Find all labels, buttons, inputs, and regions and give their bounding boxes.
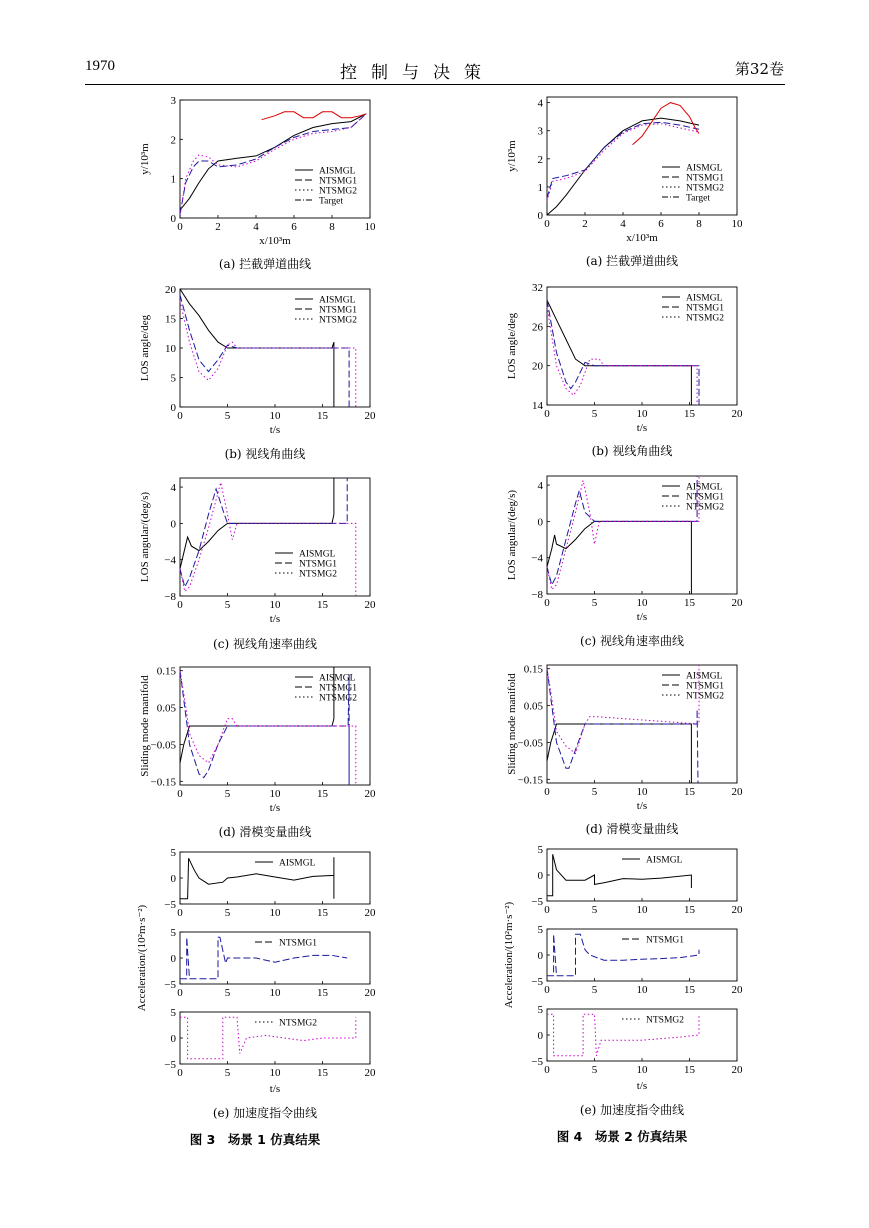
y-tick-label: 0 xyxy=(170,953,176,965)
y-tick-label: 0 xyxy=(170,1033,176,1045)
y-tick-label: −5 xyxy=(531,1056,543,1068)
y-tick-label: 0 xyxy=(537,210,543,222)
legend-entry-ntsmg2: NTSMG2 xyxy=(646,1015,685,1026)
x-tick-label: 20 xyxy=(731,984,743,996)
y-tick-label: −0.05 xyxy=(150,739,176,752)
x-axis-label: x/10³m xyxy=(626,232,658,244)
legend-entry-aismgl: AISMGL xyxy=(686,163,723,174)
x-tick-label: 15 xyxy=(684,597,695,609)
x-tick-label: 0 xyxy=(544,218,550,230)
x-tick-label: 15 xyxy=(317,907,328,919)
legend-entry-ntsmg2: NTSMG2 xyxy=(686,502,725,513)
x-tick-label: 20 xyxy=(731,904,743,916)
legend-entry-aismgl: AISMGL xyxy=(319,673,356,684)
legend-entry-target: Target xyxy=(686,193,710,204)
series-aismgl-line xyxy=(547,300,691,405)
series-ntsmg1-line xyxy=(547,300,699,405)
legend-entry-ntsmg1: NTSMG1 xyxy=(686,303,725,314)
y-tick-label: 14 xyxy=(532,400,543,412)
y-tick-label: 5 xyxy=(537,1004,543,1016)
y-tick-label: 0 xyxy=(537,950,543,962)
x-tick-label: 10 xyxy=(269,599,281,611)
y-tick-label: 0 xyxy=(170,213,176,225)
x-tick-label: 4 xyxy=(253,221,259,233)
y-tick-label: 2 xyxy=(170,134,176,147)
figure-caption: 图 3 场景 1 仿真结果 xyxy=(189,1132,321,1147)
legend-entry-ntsmg1: NTSMG1 xyxy=(686,681,725,692)
x-axis-label: t/s xyxy=(636,1080,648,1092)
x-tick-label: 0 xyxy=(177,221,183,233)
x-tick-label: 0 xyxy=(544,1064,550,1076)
y-axis-label: y/10³m xyxy=(139,143,151,175)
x-tick-label: 15 xyxy=(684,408,695,420)
y-tick-label: 20 xyxy=(165,284,176,296)
series-ntsmg2-line xyxy=(180,1017,356,1059)
legend-entry-aismgl: AISMGL xyxy=(279,858,316,869)
y-tick-label: 0.05 xyxy=(523,700,543,713)
y-tick-label: 10 xyxy=(165,343,176,355)
x-axis-label: t/s xyxy=(636,422,648,434)
x-tick-label: 15 xyxy=(684,786,695,798)
y-tick-label: 5 xyxy=(170,1007,176,1019)
x-tick-label: 20 xyxy=(364,599,376,611)
legend-entry-ntsmg2: NTSMG2 xyxy=(319,186,358,197)
series-target-line xyxy=(633,103,700,145)
legend-entry-aismgl: AISMGL xyxy=(319,166,356,177)
x-axis-label: t/s xyxy=(269,424,281,436)
y-tick-label: 15 xyxy=(165,313,176,326)
x-tick-label: 0 xyxy=(177,788,183,800)
x-tick-label: 0 xyxy=(177,599,183,611)
x-tick-label: 10 xyxy=(269,410,281,422)
y-axis-label: Sliding mode manifold xyxy=(139,675,151,777)
y-tick-label: 5 xyxy=(537,924,543,936)
series-aismgl-line xyxy=(180,667,334,763)
y-tick-label: 5 xyxy=(170,847,176,859)
x-tick-label: 20 xyxy=(364,987,376,999)
y-tick-label: 26 xyxy=(532,321,543,334)
legend-entry-ntsmg2: NTSMG2 xyxy=(686,313,725,324)
legend-entry-aismgl: AISMGL xyxy=(319,295,356,306)
x-tick-label: 4 xyxy=(620,218,626,230)
x-tick-label: 20 xyxy=(731,597,743,609)
legend-entry-ntsmg2: NTSMG2 xyxy=(319,693,358,704)
legend-entry-ntsmg2: NTSMG2 xyxy=(279,1018,318,1029)
x-tick-label: 10 xyxy=(364,221,376,233)
y-tick-label: −0.15 xyxy=(150,776,176,789)
legend-entry-ntsmg1: NTSMG1 xyxy=(319,683,358,694)
x-tick-label: 15 xyxy=(684,984,695,996)
legend-entry-ntsmg2: NTSMG2 xyxy=(686,183,725,194)
subfigure-label: (c) 视线角速率曲线 xyxy=(213,637,317,651)
y-tick-label: 2 xyxy=(537,153,543,166)
plot-frame xyxy=(547,849,737,901)
y-tick-label: 5 xyxy=(170,372,176,385)
x-axis-label: x/10³m xyxy=(259,235,291,247)
subfigure-label: (b) 视线角曲线 xyxy=(224,447,306,461)
y-tick-label: −5 xyxy=(531,976,543,988)
legend-entry-target: Target xyxy=(319,196,343,207)
y-axis-label: Acceleration/(10²m·s⁻²) xyxy=(136,904,148,1012)
x-tick-label: 6 xyxy=(658,218,664,230)
y-tick-label: 0 xyxy=(170,873,176,885)
legend-entry-aismgl: AISMGL xyxy=(686,671,723,682)
legend-entry-ntsmg1: NTSMG1 xyxy=(279,938,318,949)
series-ntsmg1-line xyxy=(180,937,347,979)
page-number: 1970 xyxy=(85,58,115,74)
y-tick-label: 4 xyxy=(170,482,176,495)
series-ntsmg2-line xyxy=(547,124,699,201)
legend-entry-aismgl: AISMGL xyxy=(299,549,336,560)
subfigure-label: (a) 拦截弹道曲线 xyxy=(218,257,312,271)
y-tick-label: 0.15 xyxy=(156,665,176,678)
x-tick-label: 8 xyxy=(329,221,335,233)
x-tick-label: 10 xyxy=(636,408,648,420)
plot-frame xyxy=(180,852,370,904)
x-tick-label: 5 xyxy=(224,907,231,919)
legend-entry-aismgl: AISMGL xyxy=(686,482,723,493)
legend-entry-ntsmg1: NTSMG1 xyxy=(646,935,685,946)
x-tick-label: 6 xyxy=(291,221,297,233)
y-tick-label: 4 xyxy=(537,480,543,493)
x-tick-label: 5 xyxy=(591,1064,598,1076)
y-tick-label: −0.05 xyxy=(517,737,543,750)
x-tick-label: 20 xyxy=(364,410,376,422)
y-tick-label: 32 xyxy=(532,282,543,294)
legend-entry-ntsmg1: NTSMG1 xyxy=(319,176,358,187)
subfigure-label: (d) 滑模变量曲线 xyxy=(218,825,312,839)
x-tick-label: 0 xyxy=(544,597,550,609)
y-tick-label: −8 xyxy=(531,589,543,601)
x-axis-label: t/s xyxy=(269,802,281,814)
series-aismgl-line xyxy=(547,724,691,783)
x-axis-label: t/s xyxy=(636,611,648,623)
x-tick-label: 5 xyxy=(224,410,231,422)
y-tick-label: −5 xyxy=(164,899,176,911)
x-tick-label: 15 xyxy=(317,987,328,999)
x-tick-label: 20 xyxy=(731,1064,743,1076)
legend-entry-aismgl: AISMGL xyxy=(686,293,723,304)
journal-title: 控制与决策 xyxy=(340,63,495,83)
x-tick-label: 5 xyxy=(224,1067,231,1079)
volume-label: 第32卷 xyxy=(734,60,784,78)
figure-caption: 图 4 场景 2 仿真结果 xyxy=(556,1129,688,1144)
x-tick-label: 10 xyxy=(636,984,648,996)
y-tick-label: 20 xyxy=(532,360,543,373)
x-tick-label: 0 xyxy=(544,786,550,798)
y-axis-label: Acceleration/(10²m·s⁻²) xyxy=(503,901,515,1009)
y-tick-label: −4 xyxy=(531,552,543,565)
y-axis-label: y/10³m xyxy=(506,140,518,172)
series-ntsmg2-line xyxy=(547,476,699,590)
x-tick-label: 2 xyxy=(582,218,588,230)
y-tick-label: 0 xyxy=(537,516,543,529)
y-tick-label: −5 xyxy=(164,1059,176,1071)
x-tick-label: 15 xyxy=(684,904,695,916)
y-axis-label: LOS angle/deg xyxy=(139,314,151,382)
x-tick-label: 5 xyxy=(224,599,231,611)
y-tick-label: 3 xyxy=(170,95,176,107)
y-tick-label: 0 xyxy=(537,870,543,882)
y-tick-label: −0.15 xyxy=(517,774,543,787)
series-target-line xyxy=(262,112,367,120)
series-ntsmg2-line xyxy=(547,307,697,405)
plot-frame xyxy=(180,932,370,984)
y-tick-label: 1 xyxy=(537,181,543,194)
x-tick-label: 10 xyxy=(269,987,281,999)
x-tick-label: 10 xyxy=(269,788,281,800)
y-tick-label: −5 xyxy=(531,896,543,908)
y-tick-label: 0 xyxy=(170,518,176,531)
x-tick-label: 15 xyxy=(317,1067,328,1079)
x-tick-label: 2 xyxy=(215,221,221,233)
y-tick-label: 0 xyxy=(170,402,176,414)
x-tick-label: 0 xyxy=(177,1067,183,1079)
x-tick-label: 20 xyxy=(731,786,743,798)
plot-frame xyxy=(547,1009,737,1061)
x-tick-label: 15 xyxy=(317,410,328,422)
y-axis-label: LOS angular/(deg/s) xyxy=(506,489,518,581)
x-axis-label: t/s xyxy=(636,800,648,812)
y-axis-label: Sliding mode manifold xyxy=(506,673,518,775)
x-tick-label: 15 xyxy=(317,599,328,611)
legend-entry-ntsmg2: NTSMG2 xyxy=(319,315,358,326)
subfigure-label: (c) 视线角速率曲线 xyxy=(580,634,684,648)
series-aismgl-line xyxy=(547,521,691,594)
y-tick-label: 4 xyxy=(537,97,543,110)
x-tick-label: 5 xyxy=(591,597,598,609)
series-ntsmg1-line xyxy=(547,669,698,783)
x-tick-label: 0 xyxy=(177,410,183,422)
x-tick-label: 5 xyxy=(591,904,598,916)
y-axis-label: LOS angular/(deg/s) xyxy=(139,491,151,583)
legend-entry-ntsmg1: NTSMG1 xyxy=(319,305,358,316)
x-tick-label: 0 xyxy=(544,408,550,420)
y-tick-label: 0.05 xyxy=(156,702,176,715)
x-tick-label: 10 xyxy=(636,597,648,609)
legend-entry-aismgl: AISMGL xyxy=(646,855,683,866)
x-tick-label: 0 xyxy=(544,984,550,996)
x-tick-label: 8 xyxy=(696,218,702,230)
x-tick-label: 0 xyxy=(177,907,183,919)
y-tick-label: 0 xyxy=(537,1030,543,1042)
y-tick-label: −8 xyxy=(164,591,176,603)
x-tick-label: 10 xyxy=(636,786,648,798)
y-tick-label: −4 xyxy=(164,554,176,567)
x-tick-label: 10 xyxy=(731,218,743,230)
series-ntsmg2-line xyxy=(547,665,699,754)
series-ntsmg1-line xyxy=(547,476,697,585)
y-tick-label: 1 xyxy=(170,173,176,186)
x-tick-label: 5 xyxy=(591,984,598,996)
x-tick-label: 0 xyxy=(544,904,550,916)
legend-entry-ntsmg2: NTSMG2 xyxy=(686,691,725,702)
x-axis-label: t/s xyxy=(269,1083,281,1095)
x-tick-label: 5 xyxy=(591,408,598,420)
legend-entry-ntsmg1: NTSMG1 xyxy=(686,492,725,503)
x-tick-label: 5 xyxy=(591,786,598,798)
subfigure-label: (e) 加速度指令曲线 xyxy=(212,1106,318,1120)
x-axis-label: t/s xyxy=(269,613,281,625)
x-tick-label: 5 xyxy=(224,987,231,999)
subfigure-label: (b) 视线角曲线 xyxy=(591,444,673,458)
y-tick-label: 3 xyxy=(537,125,543,138)
y-tick-label: 5 xyxy=(170,927,176,939)
plot-frame xyxy=(180,478,370,596)
subfigure-label: (e) 加速度指令曲线 xyxy=(579,1103,685,1117)
y-tick-label: 5 xyxy=(537,844,543,856)
x-tick-label: 5 xyxy=(224,788,231,800)
x-tick-label: 15 xyxy=(317,788,328,800)
legend-entry-ntsmg1: NTSMG1 xyxy=(299,559,338,570)
x-tick-label: 10 xyxy=(636,904,648,916)
subfigure-label: (a) 拦截弹道曲线 xyxy=(585,254,679,268)
y-tick-label: −5 xyxy=(164,979,176,991)
x-tick-label: 20 xyxy=(364,1067,376,1079)
y-tick-label: 0.15 xyxy=(523,663,543,676)
x-tick-label: 0 xyxy=(177,987,183,999)
x-tick-label: 10 xyxy=(269,907,281,919)
x-tick-label: 20 xyxy=(364,788,376,800)
x-tick-label: 20 xyxy=(364,907,376,919)
x-tick-label: 10 xyxy=(636,1064,648,1076)
legend-entry-ntsmg2: NTSMG2 xyxy=(299,569,338,580)
y-axis-label: LOS angle/deg xyxy=(506,312,518,380)
x-tick-label: 20 xyxy=(731,408,743,420)
x-tick-label: 15 xyxy=(684,1064,695,1076)
legend-entry-ntsmg1: NTSMG1 xyxy=(686,173,725,184)
subfigure-label: (d) 滑模变量曲线 xyxy=(585,822,679,836)
x-tick-label: 10 xyxy=(269,1067,281,1079)
